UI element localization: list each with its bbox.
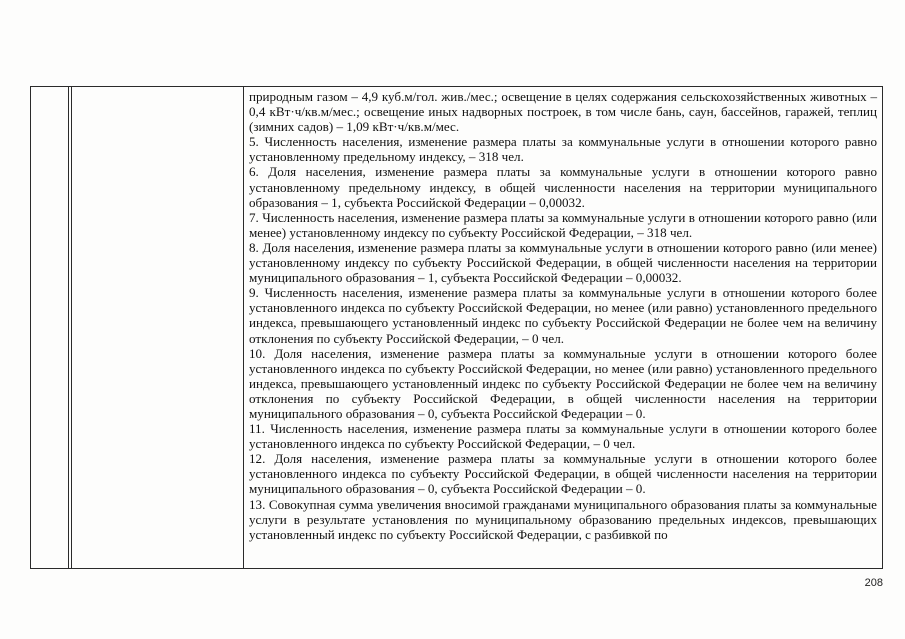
table-column-divider bbox=[243, 87, 244, 568]
paragraph: 10. Доля населения, изменение размера платы за коммунальные услуги в отношении которого более установленного индекса по субъекту Российской Федерации, но менее (или равно) установленного предельного индекса, превышающего установленный индекс по субъекту Российской Федерации не более чем на величину отклонения по субъекту Российской Федерации, в общей численности населения на территории муниципального образования – 0, субъекта Российской Федерации – 0. bbox=[249, 345, 877, 421]
document-table bbox=[30, 86, 883, 569]
paragraph: 5. Численность населения, изменение размера платы за коммунальные услуги в отношении которого равно установленному предельному индексу, – 318 чел. bbox=[249, 134, 877, 165]
paragraph: 7. Численность населения, изменение размера платы за коммунальные услуги в отношении которого равно (или менее) установленному индексу по субъекту Российской Федерации, – 318 чел. bbox=[249, 209, 877, 240]
paragraph: 11. Численность населения, изменение размера платы за коммунальные услуги в отношении которого более установленного индекса по субъекту Российской Федерации, – 0 чел. bbox=[249, 421, 877, 452]
table-column-divider bbox=[71, 87, 72, 568]
page-number: 208 bbox=[864, 577, 883, 589]
paragraph: 12. Доля населения, изменение размера платы за коммунальные услуги в отношении которого более установленного индекса по субъекту Российской Федерации, в общей численности населения на территории муниципального образования – 0, субъекта Российской Федерации – 0. bbox=[249, 451, 877, 497]
paragraph: 8. Доля населения, изменение размера платы за коммунальные услуги в отношении которого равно (или менее) установленному индексу по субъекту Российской Федерации, в общей численности населения на территории муниципального образования – 1, субъекта Российской Федерации – 0,00032. bbox=[249, 239, 877, 286]
table-column-divider bbox=[68, 87, 69, 568]
paragraph: природным газом – 4,9 куб.м/гол. жив./мес.; освещение в целях содержания сельскохозяйственных животных – 0,4 кВт·ч/кв.м/мес.; освещение иных надворных построек, в том числе бань, саун, бассейнов, гаражей, теплиц (зимних садов) – 1,09 кВт·ч/кв.м/мес. bbox=[249, 89, 877, 135]
paragraph: 9. Численность населения, изменение размера платы за коммунальные услуги в отношении которого более установленного индекса по субъекту Российской Федерации, но менее (или равно) установленного предельного индекса, превышающего установленный индекс по субъекту Российской Федерации не более чем на величину отклонения по субъекту Российской Федерации, – 0 чел. bbox=[249, 285, 877, 346]
paragraph: 6. Доля населения, изменение размера платы за коммунальные услуги в отношении которого равно установленному предельному индексу, в общей численности населения на территории муниципального образования – 1, субъекта Российской Федерации – 0,00032. bbox=[249, 164, 877, 210]
paragraph: 13. Совокупная сумма увеличения вносимой гражданами муниципального образования платы за коммунальные услуги в результате установления по муниципальному образованию предельных индексов, превышающих установленный индекс по субъекту Российской Федерации, с разбивкой по bbox=[249, 496, 877, 542]
table-cell-text bbox=[249, 89, 877, 542]
